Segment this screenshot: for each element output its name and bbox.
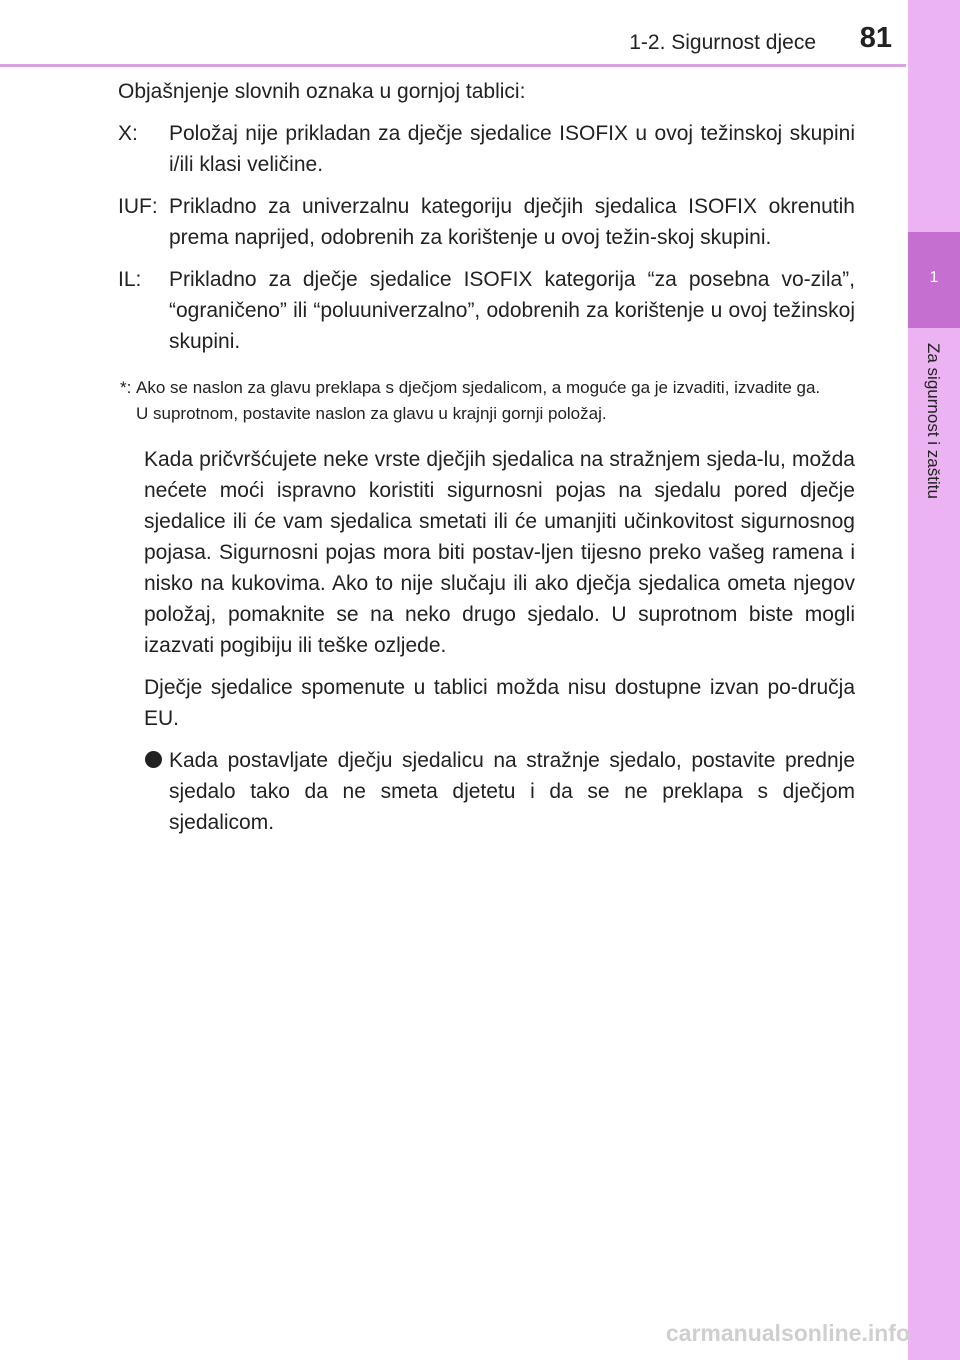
definition-il (118, 264, 855, 357)
definition-term: X: (118, 122, 138, 145)
chapter-number: 1 (929, 269, 939, 286)
definition-term: IL: (118, 268, 142, 291)
footnote-line: Ako se naslon za glavu preklapa s dječjom sjedalicom, a moguće ga je izvaditi, izvadite ga. (136, 378, 821, 397)
bullet-dot-icon (145, 751, 162, 768)
page-number: 81 (859, 22, 892, 54)
definition-text: Položaj nije prikladan za dječje sjedalice ISOFIX u ovoj težinskoj skupini i/ili klasi veličine. (169, 122, 855, 176)
footnote-mark: *: (120, 378, 132, 397)
header-divider (0, 64, 906, 67)
definition-text: Prikladno za univerzalnu kategoriju dječjih sjedalica ISOFIX okrenutih prema naprijed, odobrenih za korištenje u ovoj težin-skoj skupini. (169, 195, 855, 249)
page-content (118, 76, 855, 838)
definition-term: IUF: (118, 195, 158, 218)
definition-x (118, 118, 855, 180)
definition-iuf (118, 191, 855, 253)
footnote (118, 375, 855, 427)
definition-text: Prikladno za dječje sjedalice ISOFIX kategorija “za posebna vo-zila”, “ograničeno” ili “poluuniverzalno”, odobrenih za korištenje u ovoj težinskoj skupini. (169, 268, 855, 353)
section-title: 1-2. Sigurnost djece (629, 31, 816, 54)
side-tab (908, 0, 960, 1360)
bullet-text: Kada postavljate dječju sjedalicu na stražnje sjedalo, postavite prednje sjedalo tako da ne smeta djetetu i da se ne preklapa s dječjom sjedalicom. (169, 749, 855, 834)
watermark: carmanualsonline.info (665, 1320, 910, 1346)
bullet-item (118, 745, 855, 838)
footnote-line: U suprotnom, postavite naslon za glavu u krajnji gornji položaj. (136, 404, 607, 423)
intro-text: Objašnjenje slovnih oznaka u gornjoj tablici: (118, 80, 526, 103)
chapter-label: Za sigurnost i zaštitu (924, 343, 943, 499)
body-paragraph: Dječje sjedalice spomenute u tablici možda nisu dostupne izvan po-dručja EU. (144, 676, 855, 730)
body-paragraph: Kada pričvršćujete neke vrste dječjih sjedalica na stražnjem sjeda-lu, možda nećete moći ispravno koristiti sigurnosni pojas na sjedalu pored dječje sjedalice ili će vam sjedalica smetati ili će umanjiti učinkovitost sigurnosnog pojasa. Sigurnosni pojas mora biti postav-ljen tijesno preko vašeg ramena i nisko na kukovima. Ako to nije slučaju ili ako dječja sjedalica ometa njegov položaj, pomaknite se na neko drugo sjedalo. U suprotnom biste mogli izazvati pogibiju ili teške ozljede. (144, 448, 855, 657)
